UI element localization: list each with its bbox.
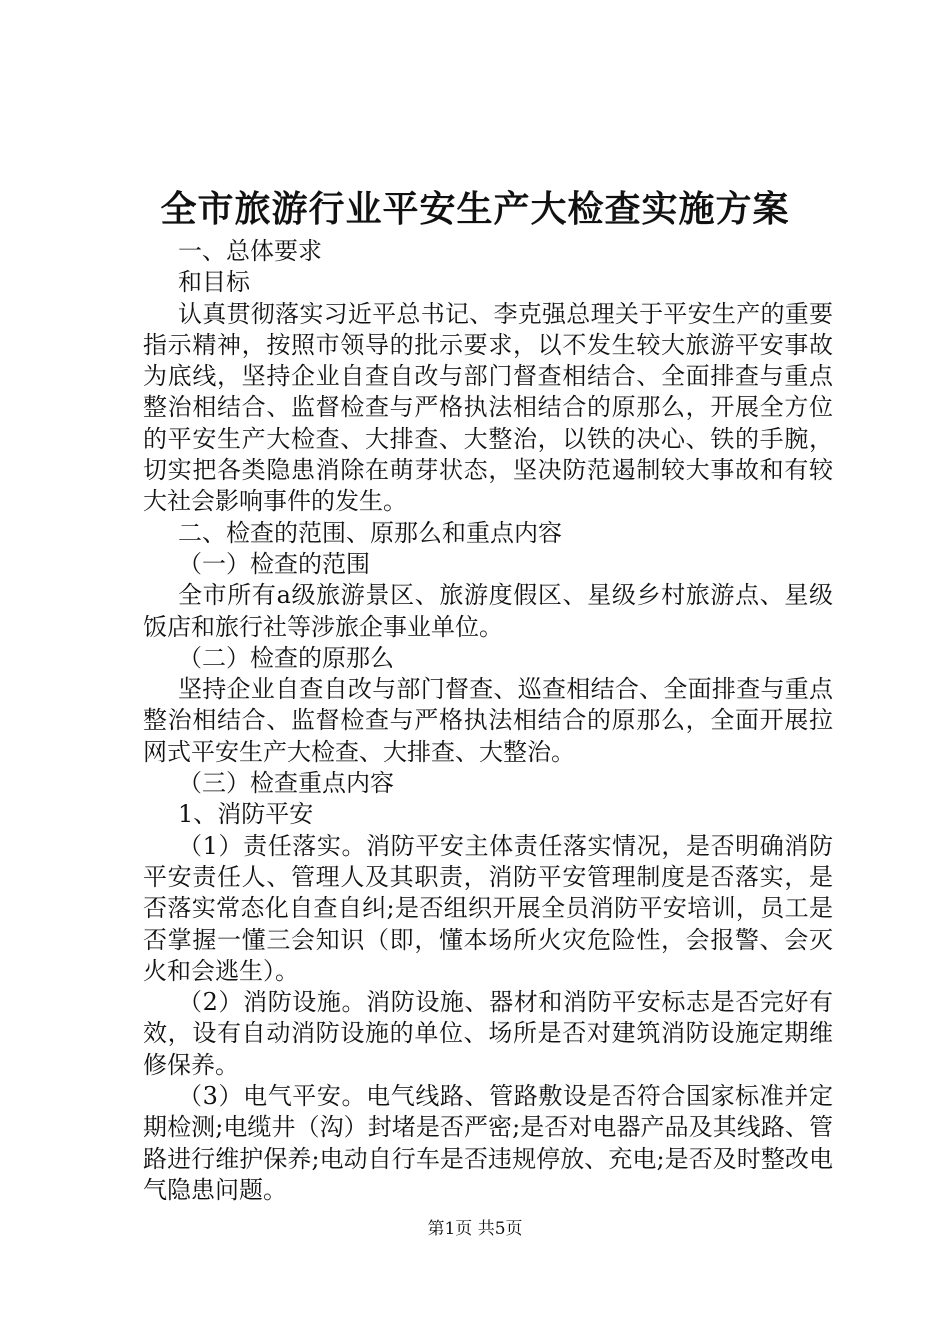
paragraph: 全市所有a级旅游景区、旅游度假区、星级乡村旅游点、星级饭店和旅行社等涉旅企事业单位。 <box>143 581 833 641</box>
paragraph: （1）责任落实。消防平安主体责任落实情况，是否明确消防平安责任人、管理人及其职责，消防平安管理制度是否落实，是否落实常态化自查自纠;是否组织开展全员消防平安培训，员工是否掌握一懂三会知识（即，懂本场所火灾危险性，会报警、会灭火和会逃生）。 <box>143 831 833 985</box>
document-body <box>143 236 833 1206</box>
paragraph: 认真贯彻落实习近平总书记、李克强总理关于平安生产的重要指示精神，按照市领导的批示要求，以不发生较大旅游平安事故为底线，坚持企业自查自改与部门督查相结合、全面排查与重点整治相结合、监督检查与严格执法相结合的原那么，开展全方位的平安生产大检查、大排查、大整治，以铁的决心、铁的手腕，切实把各类隐患消除在萌芽状态，坚决防范遏制较大事故和有较大社会影响事件的发生。 <box>143 299 833 516</box>
document-title: 全市旅游行业平安生产大检查实施方案 <box>160 188 790 230</box>
subsection-heading: （三）检查重点内容 <box>178 769 394 798</box>
section-heading-continued: 和目标 <box>178 268 250 297</box>
paragraph: （2）消防设施。消防设施、器材和消防平安标志是否完好有效，设有自动消防设施的单位、场所是否对建筑消防设施定期维修保养。 <box>143 988 833 1079</box>
subsection-heading: （一）检查的范围 <box>178 549 370 578</box>
subsection-heading: （二）检查的原那么 <box>178 643 394 672</box>
section-heading: 二、检查的范围、原那么和重点内容 <box>178 518 562 547</box>
paragraph: （3）电气平安。电气线路、管路敷设是否符合国家标准并定期检测;电缆井（沟）封堵是否严密;是否对电器产品及其线路、管路进行维护保养;电动自行车是否违规停放、充电;是否及时整改电气隐患问题。 <box>143 1082 833 1204</box>
section-heading: 一、总体要求 <box>178 237 322 265</box>
item-heading: 1、消防平安 <box>178 800 314 829</box>
page-number-footer: 第1页 共5页 <box>427 1219 523 1239</box>
paragraph: 坚持企业自查自改与部门督查、巡查相结合、全面排查与重点整治相结合、监督检查与严格执法相结合的原那么，全面开展拉网式平安生产大检查、大排查、大整治。 <box>143 675 833 766</box>
